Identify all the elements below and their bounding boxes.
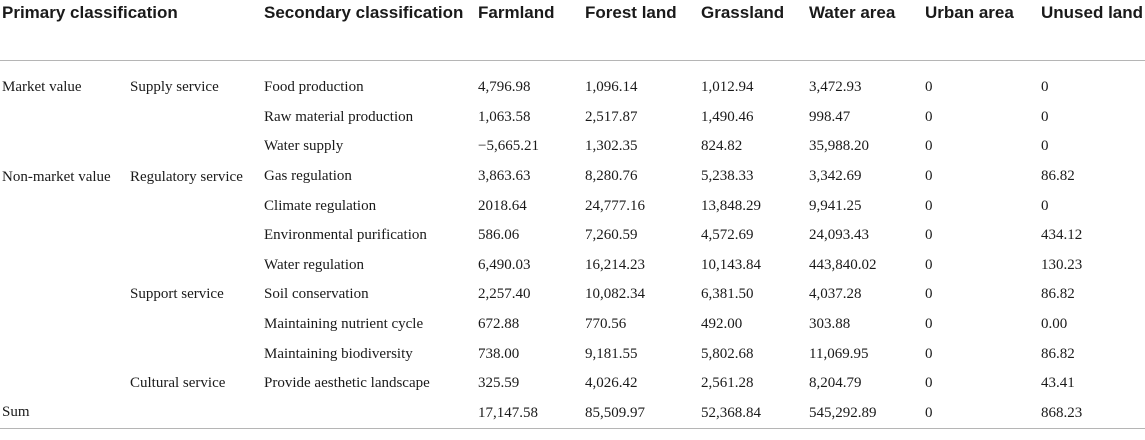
- forest-cell: 10,082.34: [585, 286, 646, 303]
- unused-cell: 0.00: [1041, 316, 1068, 333]
- grassland-cell: 10,143.84: [701, 256, 762, 273]
- unused-cell: 0: [1041, 138, 1049, 155]
- sum-row: [0, 398, 1145, 428]
- secondary-cell: Raw material production: [264, 108, 414, 125]
- forest-cell: 7,260.59: [585, 227, 638, 244]
- water-cell: 35,988.20: [809, 138, 870, 155]
- primary-cell: Sum: [0, 398, 130, 428]
- urban-cell: 0: [925, 168, 933, 185]
- urban-cell: 0: [925, 398, 1041, 428]
- water-cell: 303.88: [809, 316, 851, 333]
- water-cell: 998.47: [809, 108, 851, 125]
- primary-cell: [0, 280, 130, 310]
- unused-cell: 130.23: [1041, 256, 1083, 273]
- sub-cell: Cultural service: [130, 374, 226, 391]
- table-row: [0, 280, 1145, 310]
- water-cell: 8,204.79: [809, 375, 862, 392]
- grassland-cell: 5,802.68: [701, 345, 754, 362]
- grassland-cell: 824.82: [701, 138, 743, 155]
- farmland-cell: 3,863.63: [478, 168, 531, 185]
- header-primary-classification: Primary classification: [0, 0, 264, 60]
- header-secondary-classification: Secondary classification: [264, 0, 478, 60]
- farmland-cell: 1,063.58: [478, 108, 531, 125]
- header-forest-land: Forest land: [585, 0, 701, 60]
- sub-cell: Supply service: [130, 78, 219, 95]
- table-row: [0, 161, 1145, 191]
- grassland-cell: 1,012.94: [701, 79, 754, 96]
- forest-cell: 1,302.35: [585, 138, 638, 155]
- secondary-cell: Provide aesthetic landscape: [264, 375, 430, 392]
- forest-cell: 24,777.16: [585, 197, 646, 214]
- water-cell: 4,037.28: [809, 286, 862, 303]
- forest-cell: 1,096.14: [585, 79, 638, 96]
- farmland-cell: 738.00: [478, 345, 520, 362]
- urban-cell: 0: [925, 138, 933, 155]
- water-cell: 3,342.69: [809, 168, 862, 185]
- forest-cell: 85,509.97: [585, 398, 701, 428]
- farmland-cell: 17,147.58: [478, 398, 585, 428]
- farmland-cell: 586.06: [478, 227, 520, 244]
- header-grassland: Grassland: [701, 0, 809, 60]
- table-row: [0, 60, 1145, 102]
- forest-cell: 770.56: [585, 316, 627, 333]
- secondary-cell: [264, 398, 478, 428]
- urban-cell: 0: [925, 345, 933, 362]
- primary-cell: Market value: [2, 78, 82, 95]
- unused-cell: 434.12: [1041, 227, 1083, 244]
- secondary-cell: Gas regulation: [264, 168, 352, 185]
- urban-cell: 0: [925, 108, 933, 125]
- table-row: [0, 102, 1145, 132]
- forest-cell: 9,181.55: [585, 345, 638, 362]
- unused-cell: 0: [1041, 79, 1049, 96]
- forest-cell: 8,280.76: [585, 168, 638, 185]
- unused-cell: 86.82: [1041, 168, 1075, 185]
- water-cell: 11,069.95: [809, 345, 869, 362]
- unused-cell: 868.23: [1041, 398, 1145, 428]
- sub-cell: [130, 132, 264, 162]
- urban-cell: 0: [925, 79, 933, 96]
- forest-cell: 16,214.23: [585, 256, 646, 273]
- primary-cell: [0, 220, 130, 250]
- grassland-cell: 6,381.50: [701, 286, 754, 303]
- secondary-cell: Environmental purification: [264, 227, 427, 244]
- farmland-cell: 6,490.03: [478, 256, 531, 273]
- forest-cell: 2,517.87: [585, 108, 638, 125]
- urban-cell: 0: [925, 227, 933, 244]
- header-water-area: Water area: [809, 0, 925, 60]
- water-cell: 24,093.43: [809, 227, 870, 244]
- sub-cell: Support service: [130, 285, 224, 302]
- header-row: [0, 0, 1145, 60]
- sub-cell: [130, 220, 264, 250]
- secondary-cell: Food production: [264, 79, 364, 96]
- secondary-cell: Maintaining nutrient cycle: [264, 316, 424, 333]
- table-row: [0, 339, 1145, 369]
- header-unused-land: Unused land: [1041, 0, 1145, 60]
- primary-cell: [0, 102, 130, 132]
- urban-cell: 0: [925, 197, 933, 214]
- table-row: [0, 250, 1145, 280]
- grassland-cell: 2,561.28: [701, 375, 754, 392]
- primary-cell: Non-market value: [2, 169, 111, 186]
- secondary-cell: Maintaining biodiversity: [264, 345, 413, 362]
- unused-cell: 0: [1041, 197, 1049, 214]
- sub-cell: [130, 398, 264, 428]
- table-row: [0, 309, 1145, 339]
- grassland-cell: 492.00: [701, 316, 743, 333]
- header-farmland: Farmland: [478, 0, 585, 60]
- primary-cell: [0, 368, 130, 398]
- urban-cell: 0: [925, 286, 933, 303]
- urban-cell: 0: [925, 375, 933, 392]
- grassland-cell: 52,368.84: [701, 398, 809, 428]
- table-row: [0, 220, 1145, 250]
- secondary-cell: Water supply: [264, 138, 344, 155]
- farmland-cell: 325.59: [478, 375, 520, 392]
- grassland-cell: 13,848.29: [701, 197, 762, 214]
- header-urban-area: Urban area: [925, 0, 1041, 60]
- table-row: [0, 368, 1145, 398]
- primary-cell: [0, 309, 130, 339]
- farmland-cell: 672.88: [478, 316, 520, 333]
- secondary-cell: Climate regulation: [264, 197, 377, 214]
- urban-cell: 0: [925, 316, 933, 333]
- farmland-cell: 2,257.40: [478, 286, 531, 303]
- unused-cell: 86.82: [1041, 345, 1075, 362]
- table-row: [0, 132, 1145, 162]
- sub-cell: [130, 309, 264, 339]
- farmland-cell: 4,796.98: [478, 79, 531, 96]
- water-cell: 3,472.93: [809, 79, 862, 96]
- sub-cell: [130, 339, 264, 369]
- sub-cell: [130, 102, 264, 132]
- unused-cell: 0: [1041, 108, 1049, 125]
- grassland-cell: 1,490.46: [701, 108, 754, 125]
- unused-cell: 43.41: [1041, 375, 1075, 392]
- farmland-cell: 2018.64: [478, 197, 527, 214]
- primary-cell: [0, 132, 130, 162]
- water-cell: 545,292.89: [809, 398, 925, 428]
- unused-cell: 86.82: [1041, 286, 1075, 303]
- sub-cell: Regulatory service: [130, 169, 243, 186]
- urban-cell: 0: [925, 256, 933, 273]
- secondary-cell: Soil conservation: [264, 286, 369, 303]
- farmland-cell: −5,665.21: [478, 138, 539, 155]
- primary-cell: [0, 339, 130, 369]
- secondary-cell: Water regulation: [264, 256, 365, 273]
- primary-cell: [0, 250, 130, 280]
- forest-cell: 4,026.42: [585, 375, 638, 392]
- sub-cell: [130, 250, 264, 280]
- water-cell: 9,941.25: [809, 197, 862, 214]
- grassland-cell: 5,238.33: [701, 168, 754, 185]
- grassland-cell: 4,572.69: [701, 227, 754, 244]
- water-cell: 443,840.02: [809, 256, 877, 273]
